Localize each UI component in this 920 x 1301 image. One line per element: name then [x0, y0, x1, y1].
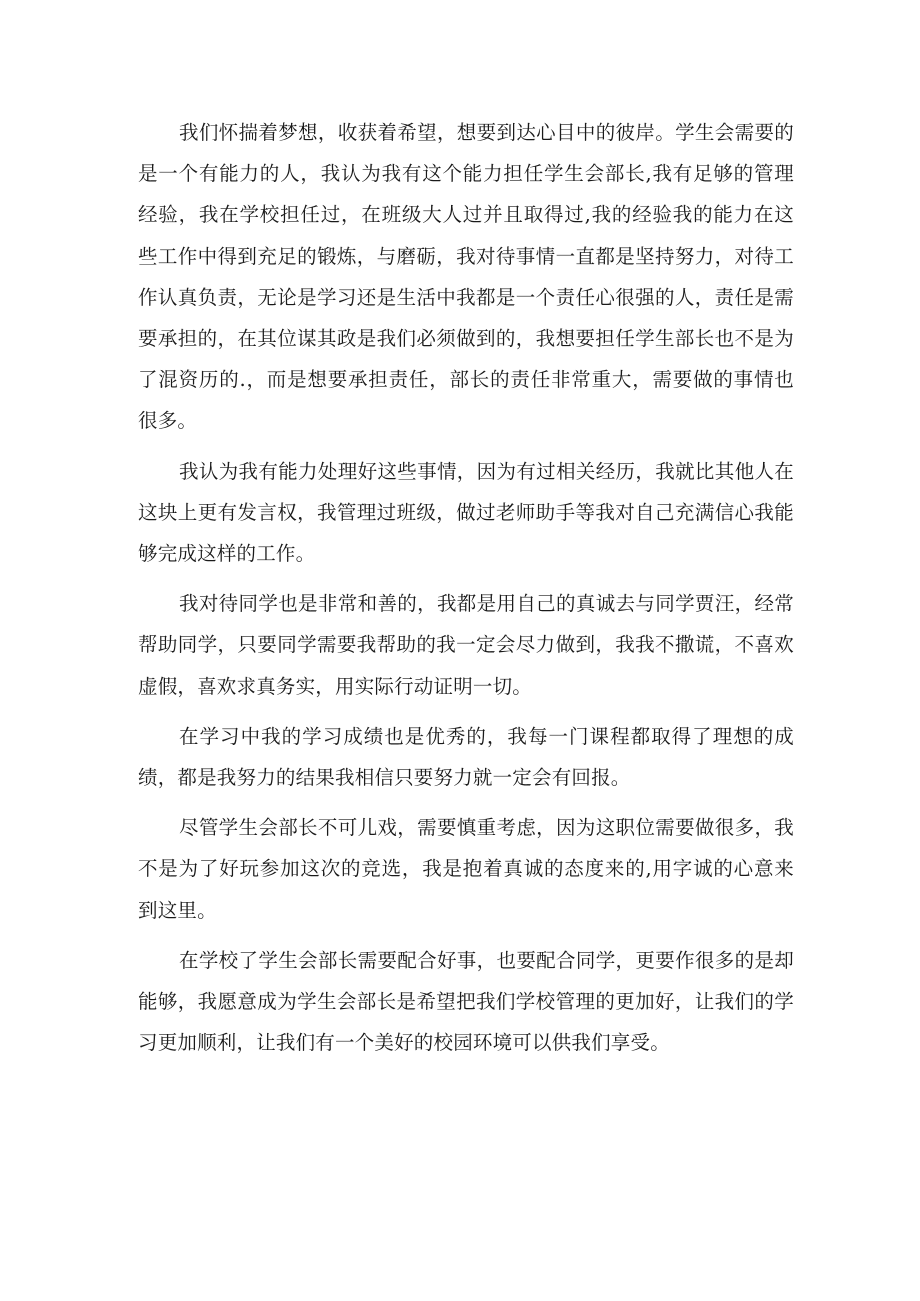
document-body: [138, 112, 794, 1072]
paragraph-5: 尽管学生会部长不可儿戏，需要慎重考虑，因为这职位需要做很多，我不是为了好玩参加这次的竞选，我是抱着真诚的态度来的,用字诚的心意来到这里。: [138, 816, 794, 922]
paragraph-2: 我认为我有能力处理好这些事情，因为有过相关经历，我就比其他人在这块上更有发言权，我管理过班级，做过老师助手等我对自己充满信心我能够完成这样的工作。: [138, 459, 794, 566]
paragraph-6: 在学校了学生会部长需要配合好事，也要配合同学，更要作很多的是却能够，我愿意成为学生会部长是希望把我们学校管理的更加好，让我们的学习更加顺利，让我们有一个美好的校园环境可以供我们享受。: [138, 948, 794, 1055]
paragraph-4: 在学习中我的学习成绩也是优秀的，我每一门课程都取得了理想的成绩，都是我努力的结果我相信只要努力就一定会有回报。: [138, 724, 794, 790]
paragraph-1: 我们怀揣着梦想，收获着希望，想要到达心目中的彼岸。学生会需要的是一个有能力的人，我认为我有这个能力担任学生会部长,我有足够的管理经验，我在学校担任过，在班级大人过并且取得过,我的经验我的能力在这些工作中得到充足的锻炼，与磨砺，我对待事情一直都是坚持努力，对待工作认真负责，无论是学习还是生活中我都是一个责任心很强的人，责任是需要承担的，在其位谋其政是我们必须做到的，我想要担任学生部长也不是为了混资历的.，而是想要承担责任，部长的责任非常重大，需要做的事情也很多。: [138, 121, 794, 433]
paragraph-3: 我对待同学也是非常和善的，我都是用自己的真诚去与同学贾汪，经常帮助同学，只要同学需要我帮助的我一定会尽力做到，我我不撒谎，不喜欢虚假，喜欢求真务实，用实际行动证明一切。: [138, 592, 794, 698]
